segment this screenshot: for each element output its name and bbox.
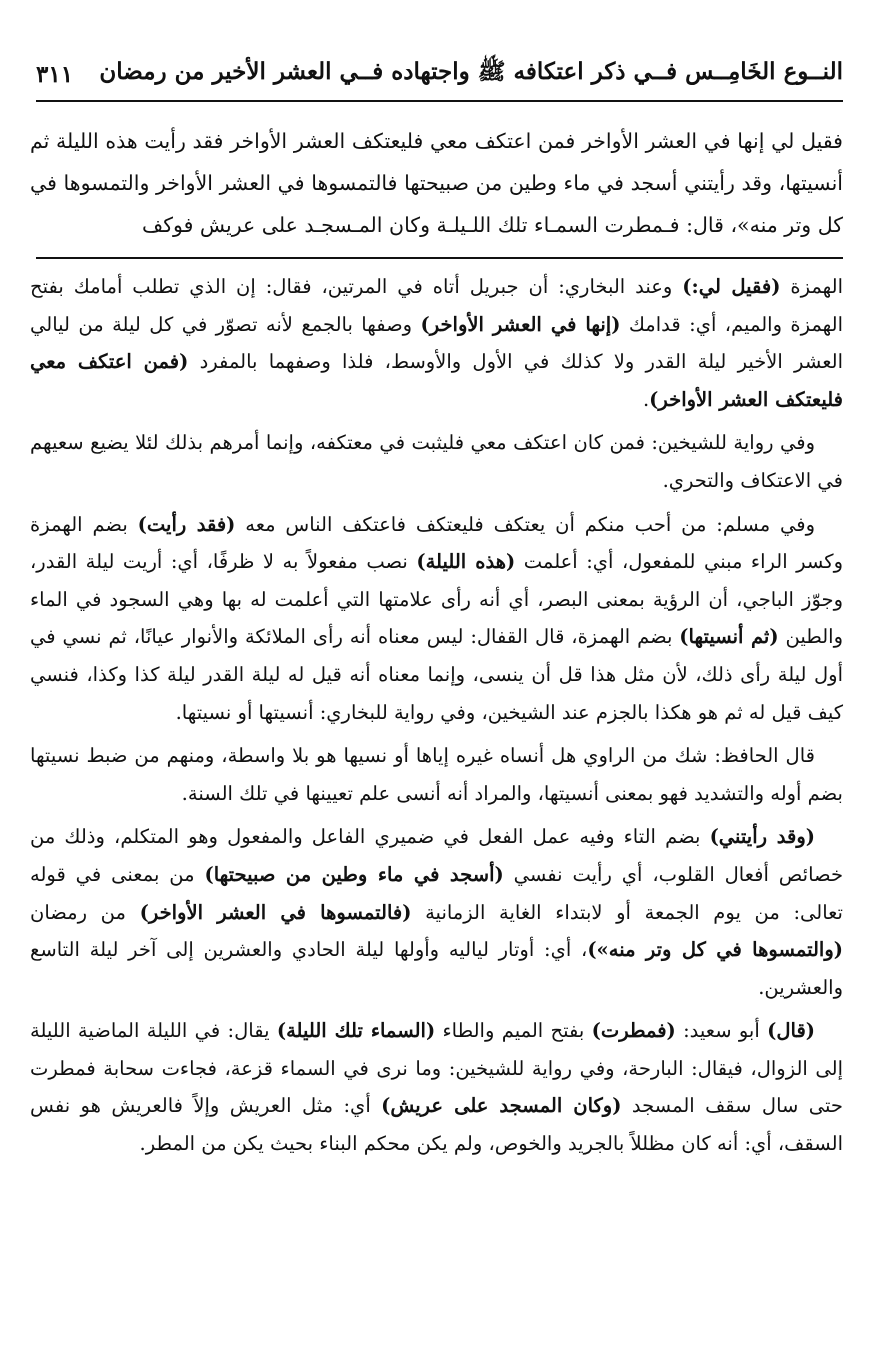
main-text-block [30, 120, 843, 246]
quoted-phrase: (فقد رأيت) [137, 512, 236, 536]
commentary-text: أي: مثل العريش وإلاً فالعريش هو نفس السقف، أي: أنه كان مظللاً بالجريد والخوص، ولم يكن محكم البناء بحيث يكن من المطر. [30, 1094, 843, 1156]
commentary-text: من رمضان [30, 900, 140, 924]
commentary-text: وعند البخاري: أن جبريل أتاه في المرتين، فقال: إن الذي تطلب أمامك بفتح الهمزة والميم، أي: قدامك [30, 275, 844, 336]
commentary-text: . [642, 387, 650, 411]
quoted-phrase: (فمطرت) [591, 1019, 676, 1043]
commentary-paragraph [30, 268, 843, 418]
commentary-text: بفتح الميم والطاء [435, 1019, 592, 1043]
quoted-phrase: (فمن اعتكف معي فليعتكف العشر الأواخر) [30, 350, 843, 411]
commentary-text: بضم الهمزة، قال القفال: ليس معناه أنه رأى الملائكة والأنوار عيانًا، ثم نسي في أول ليلة رأى ذلك، لأن مثل هذا قل أن ينسى، وإنما معناه أنه قيل له ليلة القدر ليلة كذا وكذا، فنسي كيف قيل له ثم هو هكذا بالجزم عند الشيخين، وفي رواية للبخاري: أنسيتها أو نسيتها. [30, 625, 843, 724]
quoted-phrase: (السماء تلك الليلة) [276, 1019, 436, 1043]
quoted-phrase: (وكان المسجد على عريش) [381, 1094, 622, 1118]
commentary-text: يقال: في الليلة الماضية الليلة إلى الزوال، فيقال: البارحة، وفي رواية للشيخين: وما نرى في السماء قزعة، فجاءت سحابة فمطرت حتى سال سقف المسجد [30, 1019, 843, 1118]
quoted-phrase: (فقيل لي:) [682, 275, 781, 298]
quoted-phrase: (هذه الليلة) [416, 550, 516, 574]
chapter-title: النــوع الخَامِــس فــي ذكر اعتكافه ﷺ واجتهاده فــي العشر الأخير من رمضان [99, 58, 843, 85]
quoted-phrase: (أسجد في ماء وطين من صبيحتها) [204, 862, 504, 886]
quoted-phrase: (وقد رأيتني) [709, 825, 815, 849]
commentary-text: وفي مسلم: من أحب منكم أن يعتكف فليعتكف فاعتكف الناس معه [235, 512, 815, 536]
commentary-text: وفي رواية للشيخين: فمن كان اعتكف معي فليثبت في معتكفه، وإنما أمرهم بذلك لئلا يضيع سعيهم في الاعتكاف والتحري. [30, 431, 843, 492]
commentary-text: الهمزة [780, 275, 843, 298]
commentary-text: بضم التاء وفيه عمل الفعل في ضميري الفاعل والمفعول وهو المتكلم، وذلك من خصائص أفعال القلوب، أي رأيت نفسي [30, 825, 843, 886]
commentary-text: قال الحافظ: شك من الراوي هل أنساه غيره إياها أو نسيها هو بلا واسطة، ومنهم من ضبط نسيتها بضم أوله والتشديد فهو بمعنى أنسيتها، والمراد أنه أنسى علم تعيينها في تلك السنة. [30, 744, 843, 805]
commentary-text: بضم الهمزة وكسر الراء مبني للمفعول، أي: أعلمت [30, 512, 843, 574]
page-number: ٣١١ [36, 60, 74, 88]
commentary-text: أبو سعيد: [675, 1019, 768, 1043]
commentary-text: ، أي: أوتار لياليه وأولها ليلة الحادي والعشرين إلى آخر ليلة التاسع والعشرين. [30, 938, 843, 999]
commentary-text: من بمعنى في قوله تعالى: من يوم الجمعة أو لابتداء الغاية الزمانية [30, 862, 843, 924]
commentary-paragraph [30, 506, 843, 732]
commentary-paragraph [30, 424, 843, 499]
commentary-text: نصب مفعولاً به لا ظرفًا، أي: أريت ليلة القدر، وجوّز الباجي، أن الرؤية بمعنى البصر، أي أنه رأى علامتها التي أعلمت له بها وهي السجود في الماء والطين [30, 550, 843, 649]
commentary-paragraph [30, 737, 843, 812]
quoted-phrase: (فالتمسوها في العشر الأواخر) [139, 900, 412, 924]
commentary-text: وصفها بالجمع لأنه تصوّر في كل ليلة من ليالي العشر الأخير ليلة القدر ولا كذلك في الأول والأوسط، فلذا وصفهما بالمفرد [30, 312, 843, 374]
commentary-paragraph [30, 1012, 843, 1162]
quoted-phrase: (ثم أنسيتها) [679, 625, 779, 649]
hadith-text: فقيل لي إنها في العشر الأواخر فمن اعتكف معي فليعتكف العشر الأواخر فقد رأيت هذه الليلة ثم أنسيتها، وقد رأيتني أسجد في ماء وطين من صبيحتها فالتمسوها في العشر الأواخر والتمسوها في كل وتر منه»، قال: فـمطرت السمـاء تلك اللـيلـة وكان المـسجـد على عريش فوكف [30, 129, 843, 237]
quoted-phrase: (والتمسوها في كل وتر منه») [587, 938, 843, 962]
quoted-phrase: (إنها في العشر الأواخر) [420, 312, 621, 336]
page-header [36, 48, 843, 102]
commentary-paragraph [30, 818, 843, 1006]
quoted-phrase: (قال) [767, 1019, 815, 1043]
footnote-divider [36, 257, 843, 259]
commentary-block [30, 268, 843, 1169]
